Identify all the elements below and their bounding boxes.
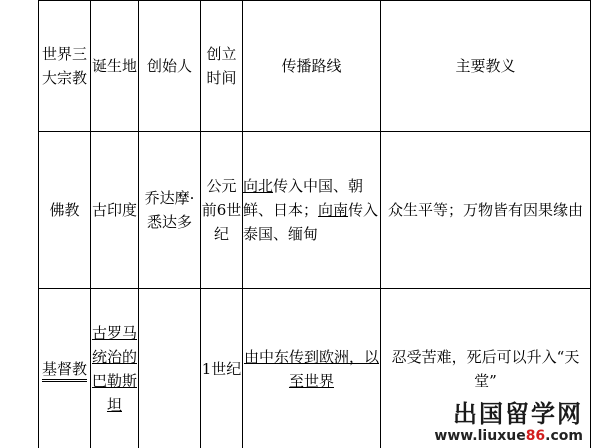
header-doctrine: 主要教义 — [381, 1, 591, 132]
buddhism-name: 佛教 — [39, 132, 91, 289]
christianity-founded: 1世纪 — [201, 289, 243, 448]
religion-table — [38, 0, 591, 448]
christianity-birthplace — [91, 289, 139, 448]
watermark-title: 出国留学网 — [453, 400, 583, 428]
christianity-name — [39, 289, 91, 448]
christianity-route — [243, 289, 381, 448]
christianity-birthplace-text: 古罗马统治的巴勒斯坦 — [91, 323, 137, 414]
christianity-route-text: 由中东传到欧洲，以至世界 — [243, 347, 379, 390]
header-row — [39, 1, 591, 132]
buddhism-route-text — [243, 174, 380, 246]
christianity-doctrine: 忍受苦难，死后可以升入“天堂” — [381, 289, 591, 448]
christianity-founder — [139, 289, 201, 448]
buddhism-founded: 公元前6世纪 — [201, 132, 243, 289]
buddhism-doctrine: 众生平等；万物皆有因果缘由 — [381, 132, 591, 289]
watermark-url-a: www.liuxue — [434, 428, 526, 444]
route-south: 向南 — [318, 201, 349, 219]
site-watermark — [434, 400, 583, 444]
row-buddhism — [39, 132, 591, 289]
header-founded: 创立时间 — [201, 1, 243, 132]
route-north: 向北 — [243, 177, 274, 195]
route-north-dest: 传入中国、朝鲜、日本； — [243, 177, 364, 219]
header-founder: 创始人 — [139, 1, 201, 132]
route-south-dest: 传入泰国、缅甸 — [243, 201, 379, 243]
buddhism-founder: 乔达摩·悉达多 — [139, 132, 201, 289]
watermark-url-c: .com — [545, 428, 583, 444]
watermark-url-b: 86 — [525, 428, 546, 444]
buddhism-birthplace: 古印度 — [91, 132, 139, 289]
header-religion: 世界三大宗教 — [39, 1, 91, 132]
header-route: 传播路线 — [243, 1, 381, 132]
christianity-name-text: 基督教 — [42, 360, 87, 382]
watermark-url — [434, 428, 583, 444]
buddhism-route — [243, 132, 381, 289]
header-birthplace: 诞生地 — [91, 1, 139, 132]
